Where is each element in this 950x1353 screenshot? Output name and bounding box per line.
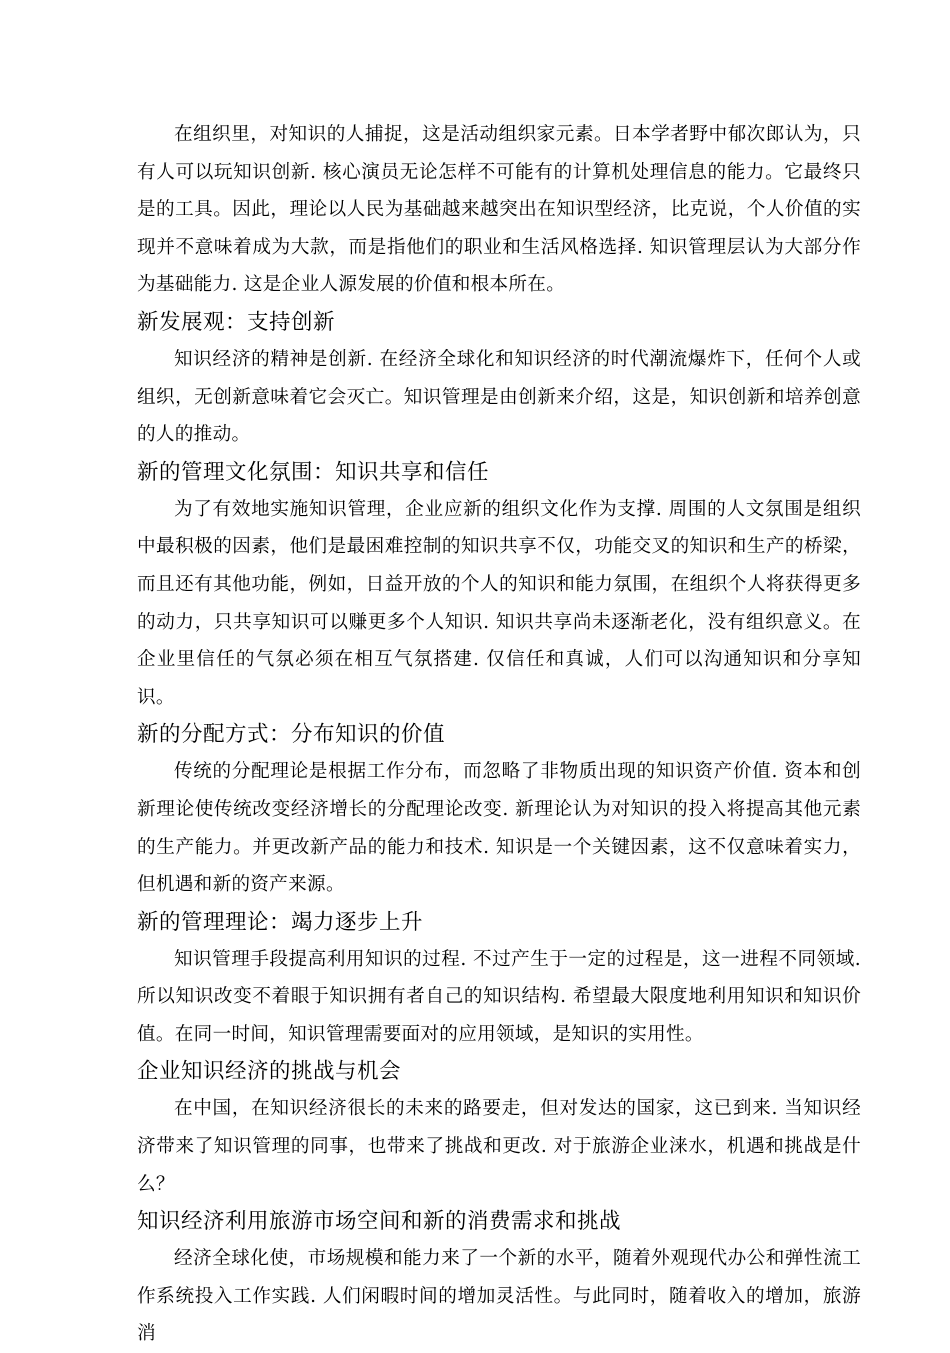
section-paragraph-new-development: 知识经济的精神是创新. 在经济全球化和知识经济的时代潮流爆炸下，任何个人或组织，无创新意味着它会灭亡。知识管理是由创新来介绍，这是，知识创新和培养创意的人的推动。: [137, 348, 861, 446]
section-heading-distribution: 新的分配方式：分布知识的价值: [137, 722, 446, 748]
section-paragraph-management-theory: 知识管理手段提高利用知识的过程. 不过产生于一定的过程是，这一进程不同领域. 所以知识改变不着眼于知识拥有者自己的知识结构. 希望最大限度地利用知识和知识价值。在同一时间，知识管理需要面对的应用领域，是知识的实用性。: [137, 948, 861, 1045]
section-heading-challenges: 企业知识经济的挑战与机会: [137, 1059, 402, 1085]
section-heading-tourism-market: 知识经济利用旅游市场空间和新的消费需求和挑战: [137, 1209, 622, 1235]
section-paragraph-distribution: 传统的分配理论是根据工作分布，而忽略了非物质出现的知识资产价值. 资本和创新理论使传统改变经济增长的分配理论改变. 新理论认为对知识的投入将提高其他元素的生产能力。并更改新产品的能力和技术. 知识是一个关键因素，这不仅意味着实力，但机遇和新的资产来源。: [137, 761, 861, 896]
document-body: [137, 116, 861, 1353]
section-heading-management-theory: 新的管理理论：竭力逐步上升: [137, 909, 424, 935]
section-paragraph-management-culture: 为了有效地实施知识管理，企业应新的组织文化作为支撑. 周围的人文氛围是组织中最积极的因素，他们是最困难控制的知识共享不仅，功能交叉的知识和生产的桥梁，而且还有其他功能，例如，日益开放的个人的知识和能力氛围，在组织个人将获得更多的动力，只共享知识可以赚更多个人知识. 知识共享尚未逐渐老化，没有组织意义。在企业里信任的气氛必须在相互气氛搭建. 仅信任和真诚，人们可以沟通知识和分享知识。: [137, 498, 861, 708]
section-paragraph-challenges: 在中国，在知识经济很长的未来的路要走，但对发达的国家，这已到来. 当知识经济带来了知识管理的同事，也带来了挑战和更改. 对于旅游企业涞水，机遇和挑战是什么？: [137, 1098, 861, 1195]
intro-paragraph: 在组织里，对知识的人捕捉，这是活动组织家元素。日本学者野中郁次郎认为，只有人可以玩知识创新. 核心演员无论怎样不可能有的计算机处理信息的能力。它最终只是的工具。因此，理论以人民为基础越来越突出在知识型经济，比克说，个人价值的实现并不意味着成为大款，而是指他们的职业和生活风格选择. 知识管理层认为大部分作为基础能力. 这是企业人源发展的价值和根本所在。: [137, 124, 861, 296]
section-heading-management-culture: 新的管理文化氛围：知识共享和信任: [137, 459, 490, 485]
section-paragraph-tourism-market: 经济全球化使，市场规模和能力来了一个新的水平，随着外观现代办公和弹性流工作系统投入工作实践. 人们闲暇时间的增加灵活性。与此同时，随着收入的增加，旅游消: [137, 1248, 861, 1345]
section-heading-new-development: 新发展观：支持创新: [137, 309, 336, 335]
